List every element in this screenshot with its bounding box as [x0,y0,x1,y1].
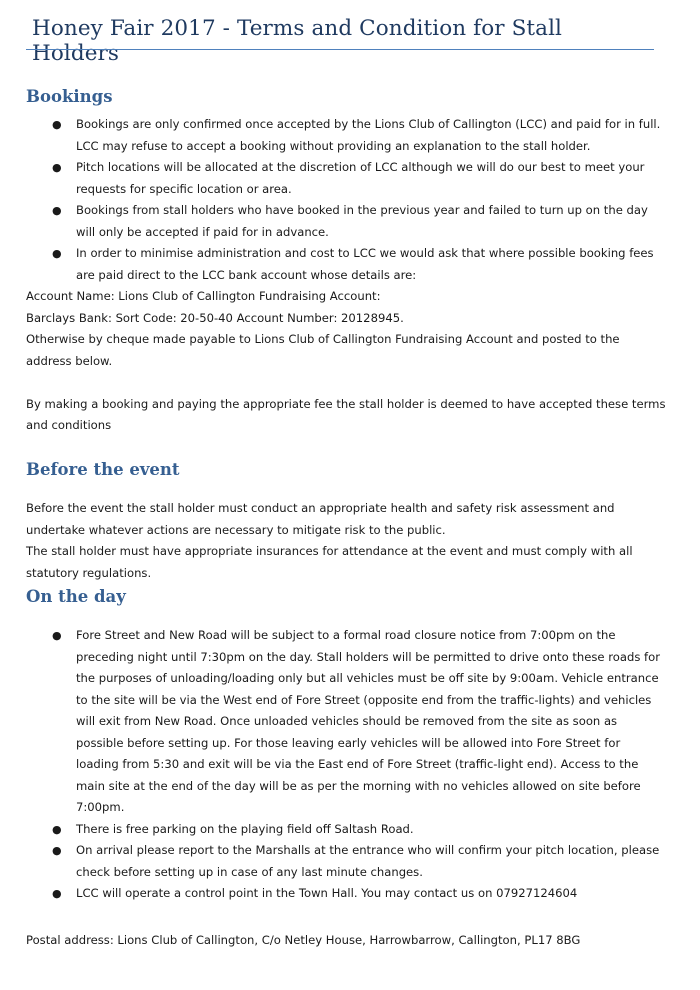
postal-address: Postal address: Lions Club of Callington, C/o Netley House, Harrowbarrow, Callington, PL17 8BG [26,933,581,947]
bookings-body [26,114,666,437]
before-event-body [26,498,666,584]
page-title: Honey Fair 2017 - Terms and Condition for Stall Holders [32,16,563,66]
acceptance-text: By making a booking and paying the appropriate fee the stall holder is deemed to have accepted these terms and conditions [26,396,666,432]
heading-on-the-day: On the day [26,587,126,606]
bullet-icon: ● [52,887,62,900]
bullet-icon: ● [52,118,62,131]
list-item: ● Bookings are only confirmed once accepted by the Lions Club of Callington (LCC) and paid for in full. LCC may refuse to accept a booking without providing an explanation to the stall holder. [26,114,666,157]
risk-assessment-text: Before the event the stall holder must conduct an appropriate health and safety risk assessment and undertake whatever actions are necessary to mitigate risk to the public. [26,501,615,537]
bank-details: Barclays Bank: Sort Code: 20-50-40 Account Number: 20128945. [26,310,404,325]
bullet-icon: ● [52,629,62,642]
heading-before-event: Before the event [26,460,180,479]
on-the-day-list [26,625,666,905]
bullet-icon: ● [52,844,62,857]
heading-bookings: Bookings [26,87,113,106]
list-item: ● Fore Street and New Road will be subject to a formal road closure notice from 7:00pm on the preceding night until 7:30pm on the day. Stall holders will be permitted to drive onto these roads for the purposes of unloading/loading only but all vehicles must be off site by 9:00am. Vehicle entrance to the site will be via the West end of Fore Street (opposite end from the traffic-lights) and vehicles will exit from New Road. Once unloaded vehicles should be removed from the site as soon as possible before setting up. For those leaving early vehicles will be allowed into Fore Street for loading from 5:30 and exit will be via the East end of Fore Street (traffic-light end). Access to the main site at the end of the day will be as per the morning with no vehicles allowed on site before 7:00pm. [26,625,666,819]
list-item: ● Pitch locations will be allocated at the discretion of LCC although we will do our best to meet your requests for specific location or area. [26,157,666,200]
account-name: Account Name: Lions Club of Callington Fundraising Account: [26,289,381,303]
list-item: ● There is free parking on the playing field off Saltash Road. [26,819,666,841]
insurance-text: The stall holder must have appropriate insurances for attendance at the event and must comply with all statutory regulations. [26,544,633,580]
cheque-text: Otherwise by cheque made payable to Lions Club of Callington Fundraising Account and posted to the address below. [26,332,620,368]
on-the-day-body [26,625,666,905]
list-item: ● In order to minimise administration and cost to LCC we would ask that where possible booking fees are paid direct to the LCC bank account whose details are: [26,243,666,286]
bullet-icon: ● [52,247,62,260]
title-underline [26,49,654,50]
bookings-list [26,114,666,286]
bullet-icon: ● [52,822,62,836]
bullet-icon: ● [52,161,62,174]
list-item: ● Bookings from stall holders who have booked in the previous year and failed to turn up on the day will only be accepted if paid for in advance. [26,200,666,243]
list-item: ● On arrival please report to the Marshalls at the entrance who will confirm your pitch location, please check before setting up in case of any last minute changes. [26,840,666,883]
bullet-icon: ● [52,204,62,217]
list-item: ● LCC will operate a control point in the Town Hall. You may contact us on 07927124604 [26,883,666,905]
